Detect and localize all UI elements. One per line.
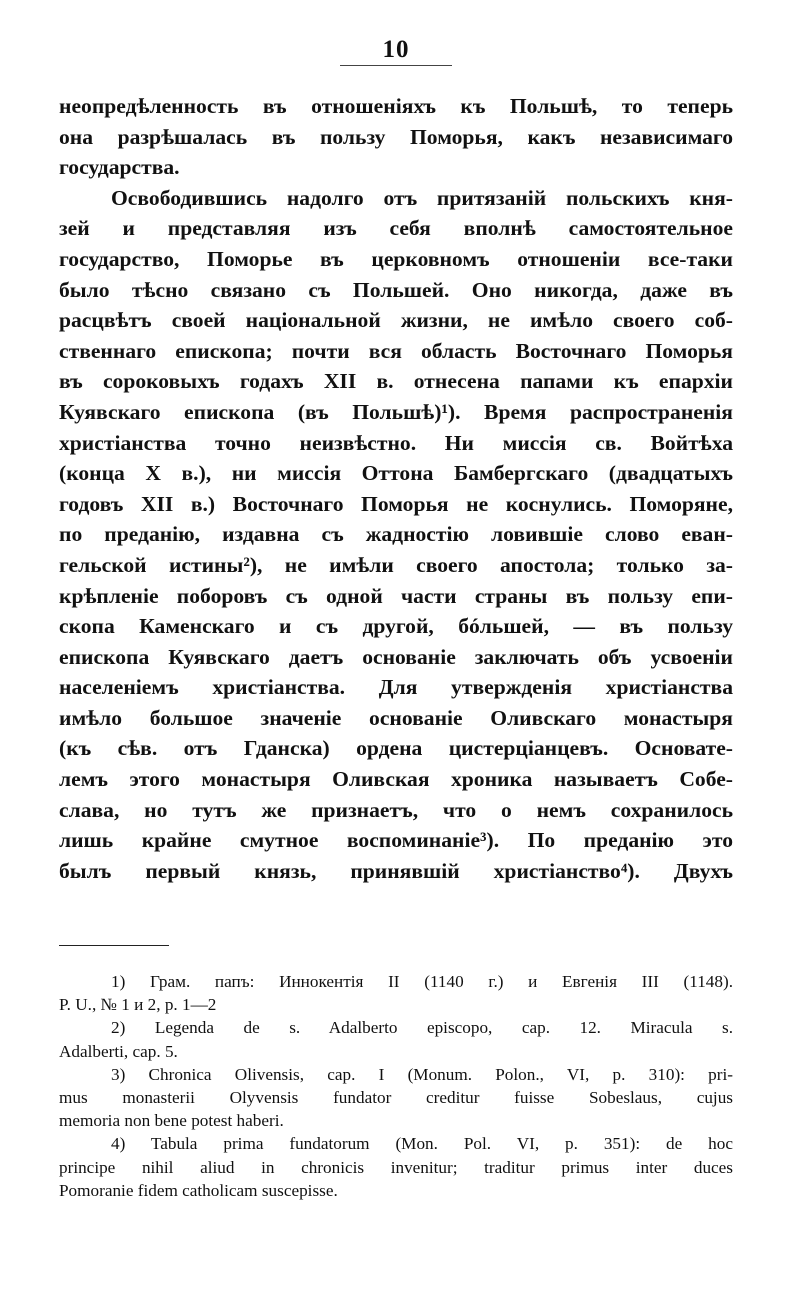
text-line: лишь крайне смутное воспоминаніе³). По преданію это (59, 828, 733, 853)
text-line: было тѣсно связано съ Польшей. Оно никогда, даже въ (59, 277, 733, 302)
text-line: ственнаго епископа; почти вся область Восточнаго Поморья (59, 338, 733, 363)
text-line: слава, но тутъ же признаетъ, что о немъ сохранилось (59, 797, 733, 822)
text-line: имѣло большое значеніе основаніе Оливскаго монастыря (59, 705, 733, 730)
footnotes (59, 970, 733, 1202)
text-line: гельской истины²), не имѣли своего апостола; только за- (59, 552, 733, 577)
text-line: она разрѣшалась въ пользу Поморья, какъ независимаго (59, 124, 733, 149)
text-line: государства. (59, 155, 180, 180)
footnote-line: P. U., № 1 и 2, p. 1—2 (59, 995, 217, 1015)
text-line: зей и представляя изъ себя вполнѣ самостоятельное (59, 216, 733, 241)
text-line: лемъ этого монастыря Оливская хроника называетъ Собе- (59, 767, 733, 792)
footnote-line: Adalberti, cap. 5. (59, 1041, 178, 1061)
footnote-line: 2) Legenda de s. Adalberto episcopo, cap. 12. Miracula s. (111, 1018, 733, 1038)
text-line: (къ сѣв. отъ Гданска) ордена цистерціанцевъ. Основате- (59, 736, 733, 761)
text-line: скопа Каменскаго и съ другой, бóльшей, — въ пользу (59, 614, 733, 639)
footnote-line: 4) Tabula prima fundatorum (Mon. Pol. VI, p. 351): de hoc (111, 1134, 733, 1154)
text-line: по преданію, издавна съ жадностію ловившіе слово еван- (59, 522, 733, 547)
page-number: 10 (382, 36, 410, 63)
text-line: въ сороковыхъ годахъ XII в. отнесена папами къ епархіи (59, 369, 733, 394)
text-line: Освободившись надолго отъ притязаній польскихъ кня- (111, 185, 733, 210)
text-line: государство, Поморье въ церковномъ отношеніи все-таки (59, 246, 733, 271)
text-line: населеніемъ христіанства. Для утвержденія христіанства (59, 675, 733, 700)
text-line: расцвѣтъ своей національной жизни, не имѣло своего соб- (59, 308, 733, 333)
text-line: Куявскаго епископа (въ Польшѣ)¹). Время распространенія (59, 399, 733, 424)
footnote-line: mus monasterii Olyvensis fundator creditur fuisse Sobeslaus, cujus (59, 1087, 733, 1107)
footnote-line: Pomoranie fidem catholicam suscepisse. (59, 1180, 338, 1200)
text-line: крѣпленіе поборовъ съ одной части страны въ пользу епи- (59, 583, 733, 608)
footnote-line: 1) Грам. папъ: Иннокентія II (1140 г.) и Евгенія III (1148). (111, 972, 733, 991)
header-rule (340, 65, 452, 66)
text-line: христіанства точно неизвѣстно. Ни миссія св. Войтѣха (59, 430, 733, 455)
text-line: (конца X в.), ни миссія Оттона Бамбергскаго (двадцатыхъ (59, 461, 733, 486)
footnote-line: principe nihil aliud in chronicis invenitur; traditur primus inter duces (59, 1157, 733, 1177)
footnote-rule (59, 945, 169, 946)
text-line: неопредѣленность въ отношеніяхъ къ Польшѣ, то теперь (59, 94, 733, 118)
text-line: былъ первый князь, принявшій христіанство⁴). Двухъ (59, 858, 733, 883)
main-text (59, 91, 733, 886)
footnote-line: memoria non bene potest haberi. (59, 1111, 284, 1131)
text-line: годовъ XII в.) Восточнаго Поморья не коснулись. Поморяне, (59, 491, 733, 516)
text-line: епископа Куявскаго даетъ основаніе заключать объ усвоеніи (59, 644, 733, 669)
footnote-line: 3) Chronica Olivensis, cap. I (Monum. Polon., VI, p. 310): pri- (111, 1064, 733, 1084)
